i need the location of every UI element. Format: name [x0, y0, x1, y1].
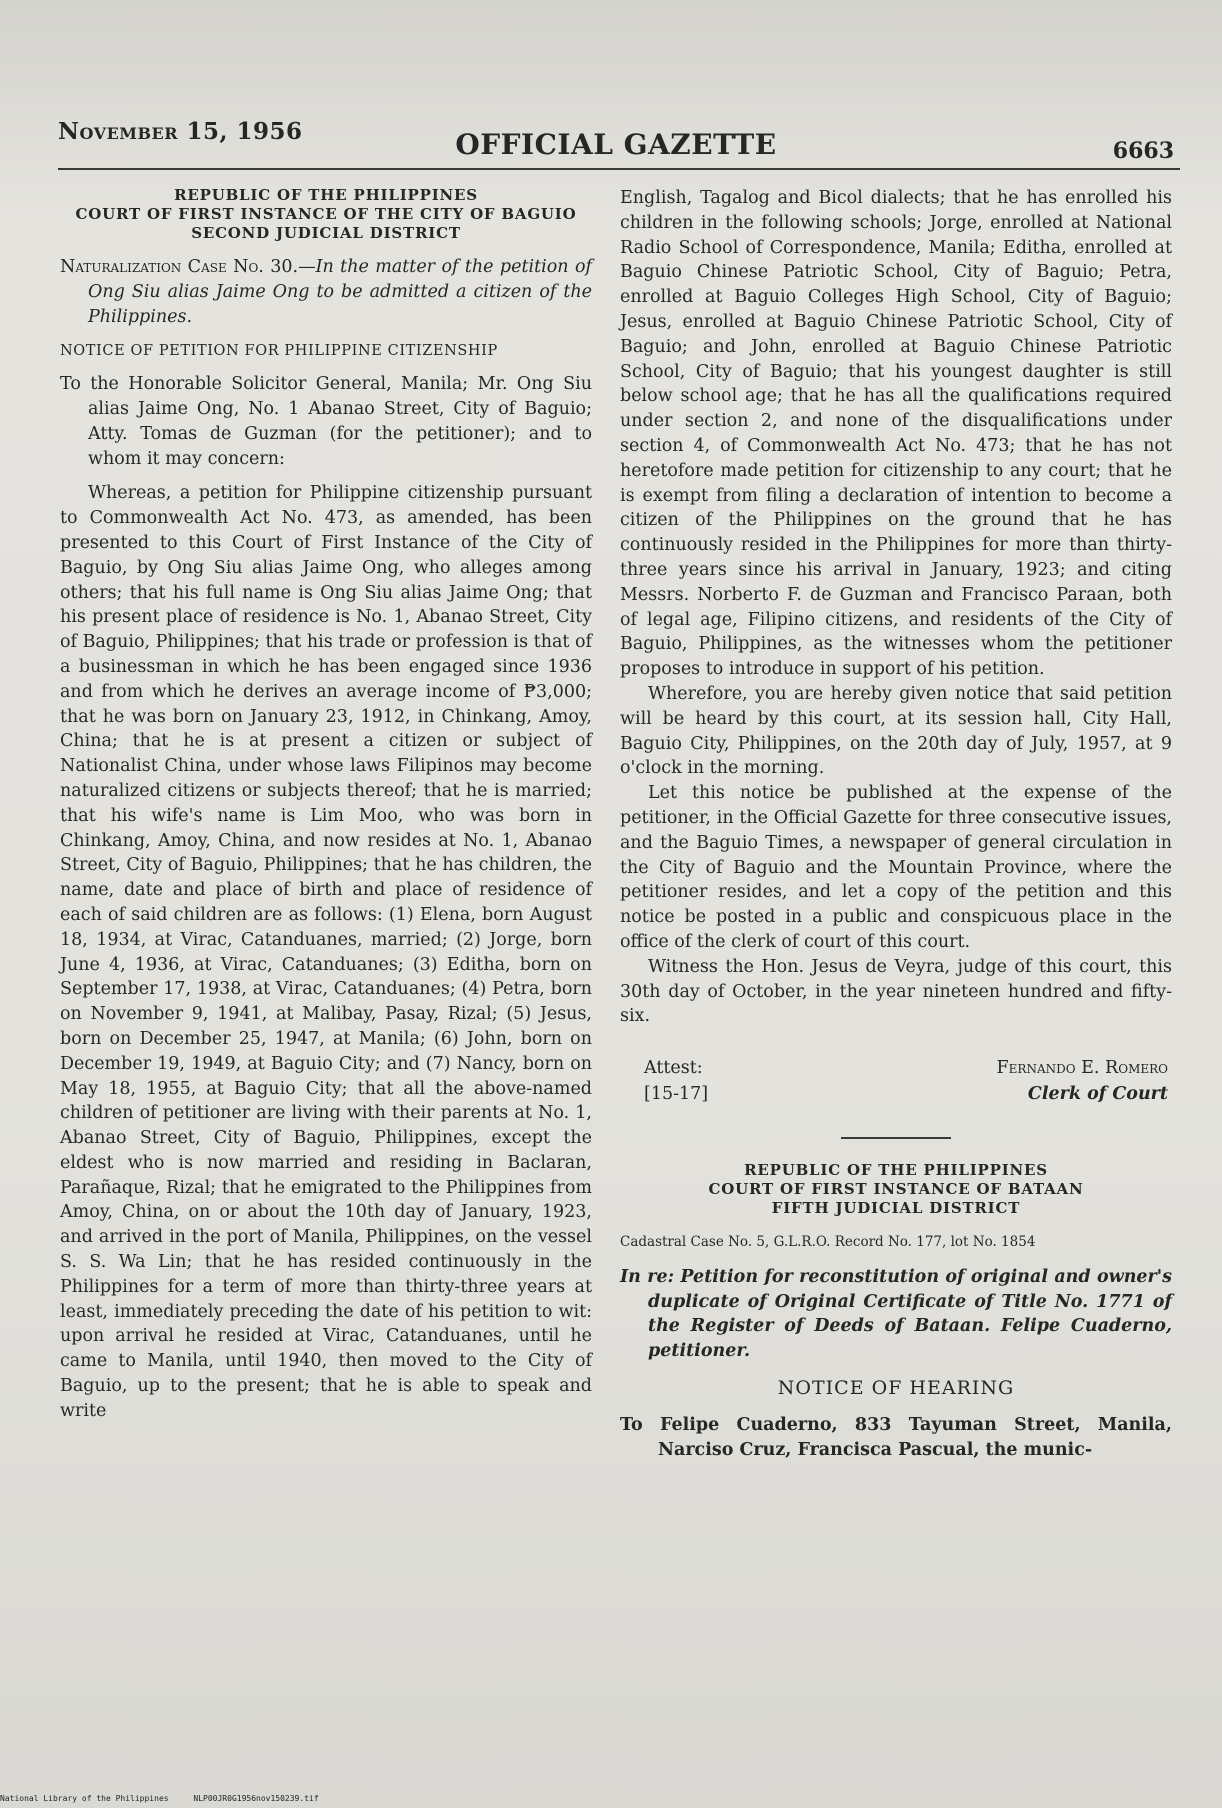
issue-date: November 15, 1956 — [58, 118, 303, 145]
library-credit: National Library of the Philippines — [0, 1794, 169, 1803]
case-heading — [60, 255, 592, 329]
body-paragraph-continued: English, Tagalog and Bicol dialects; that he has enrolled his children in the following schools; Jorge, enrolled at National Radio School of Correspondence, Manila; Editha, enrolled at Baguio Chinese Patriotic School, City of Baguio; Petra, enrolled at Baguio Colleges High School, City of Baguio; Jesus, enrolled at Baguio Chinese Patriotic School, City of Baguio; and John, enrolled at Baguio Chinese Patriotic School, City of Baguio; that his youngest daughter is still below school age; that he has all the qualifications required under section 2, and none of the disqualifications under section 4, of Commonwealth Act No. 473; that he has not heretofore made petition for citizenship to any court; that he is exempt from filing a declaration of intention to become a citizen of the Philippines on the ground that he has continuously resided in the Philippines for more than thirty-three years since his arrival in January, 1923; and citing Messrs. Norberto F. de Guzman and Francisco Paraan, both of legal age, Filipino citizens, and residents of the City of Baguio, Philippines, as the witnesses whom the petitioner proposes to introduce in support of his petition. — [620, 188, 1172, 680]
attest-label: Attest: — [644, 1058, 703, 1079]
case-label: Naturalization Case No. 30. — [60, 257, 299, 277]
page-number: 6663 — [1112, 138, 1174, 164]
addressee-line: To Felipe Cuaderno, 833 Tayuman Street, Manila, Narciso Cruz, Francisca Pascual, the munic- — [620, 1414, 1172, 1460]
case-matter: —In the matter of the petition of Ong Siu alias Jaime Ong to be admitted a citizen of the Philippines. — [88, 257, 592, 327]
caption-line: REPUBLIC OF THE PHILIPPINES — [174, 186, 478, 204]
body-paragraph: Whereas, a petition for Philippine citizenship pursuant to Commonwealth Act No. 473, as amended, has been presented to this Court of First Instance of the City of Baguio, by Ong Siu alias Jaime Ong, who alleges among others; that his full name is Ong Siu alias Jaime Ong; that his present place of residence is No. 1, Abanao Street, City of Baguio, Philippines; that his trade or profession is that of a businessman in which he has been engaged since 1936 and from which he derives an average income of ₱3,000; that he was born on January 23, 1912, in Chinkang, Amoy, China; that he is at present a citizen or subject of Nationalist China, under whose laws Filipinos may become naturalized citizens or subjects thereof; that he is married; that his wife's name is Lim Moo, who was born in Chinkang, Amoy, China, and now resides at No. 1, Abanao Street, City of Baguio, Philippines; that he has children, the name, date and place of birth and place of residence of each of said children are as follows: (1) Elena, born August 18, 1934, at Virac, Catanduanes, married; (2) Jorge, born June 4, 1936, at Virac, Catanduanes; (3) Editha, born on September 17, 1938, at Virac, Catanduanes; (4) Petra, born on November 9, 1941, at Malibay, Pasay, Rizal; (5) Jesus, born on December 25, 1947, at Manila; (6) John, born on December 19, 1949, at Baguio City; and (7) Nancy, born on May 18, 1955, at Baguio City; that all the above-named children of petitioner are living with their parents at No. 1, Abanao Street, City of Baguio, Philippines, except the eldest who is now married and residing in Baclaran, Parañaque, Rizal; that he emigrated to the Philippines from Amoy, China, on or about the 10th day of January, 1923, and arrived in the port of Manila, Philippines, on the vessel S. S. Wa Lin; that he has resided continuously in the Philippines for a term of more than thirty-three years at least, immediately preceding the date of his petition to wit: upon arrival he resided at Virac, Catanduanes, until he came to Manila, until 1940, then moved to the City of Baguio, up to the present; that he is able to speak and write — [60, 483, 593, 1421]
attestation-block — [620, 1055, 1172, 1107]
court-caption-bataan — [620, 1161, 1172, 1218]
caption-line: COURT OF FIRST INSTANCE OF BATAAN — [708, 1180, 1084, 1199]
caption-line: COURT OF FIRST INSTANCE OF THE CITY OF BAGUIO — [75, 205, 577, 223]
court-caption — [60, 186, 592, 243]
publication-paragraph: Let this notice be published at the expense of the petitioner, in the Official Gazette for three consecutive issues, and the Baguio Times, a newspaper of general circulation in the City of Baguio and the Mountain Province, where the petitioner resides, and let a copy of the petition and this notice be posted in a public and conspicuous place in the office of the clerk of court of this court. — [620, 783, 1172, 952]
scan-footer — [0, 1794, 1222, 1808]
caption-line: REPUBLIC OF THE PHILIPPINES — [744, 1161, 1048, 1180]
page-header — [58, 118, 1174, 168]
caption-line: SECOND JUDICIAL DISTRICT — [191, 224, 461, 242]
addressee-paragraph: To the Honorable Solicitor General, Manila; Mr. Ong Siu alias Jaime Ong, No. 1 Abanao Street, City of Baguio; Atty. Tomas de Guzman (for the petitioner); and to whom it may concern: — [60, 374, 592, 469]
left-column — [60, 186, 592, 1424]
signer-name: Fernando E. Romero — [996, 1058, 1168, 1079]
record-line: Cadastral Case No. 5, G.L.R.O. Record No. 177, lot No. 1854 — [620, 1234, 1036, 1251]
witness-paragraph: Witness the Hon. Jesus de Veyra, judge of this court, this 30th day of October, in the year nineteen hundred and fifty-six. — [620, 956, 1172, 1027]
issue-reference: [15-17] — [644, 1084, 709, 1105]
header-rule — [58, 168, 1180, 170]
right-column — [620, 186, 1172, 1462]
publication-title: OFFICIAL GAZETTE — [455, 128, 777, 161]
notice-title: NOTICE OF PETITION FOR PHILIPPINE CITIZENSHIP — [60, 343, 498, 360]
in-re-paragraph: In re: Petition for reconstitution of original and owner's duplicate of Original Certificate of Title No. 1771 of the Register of Deeds of Bataan. Felipe Cuaderno, petitioner. — [620, 1266, 1172, 1362]
hearing-paragraph: Wherefore, you are hereby given notice that said petition will be heard by this court, at its session hall, City Hall, Baguio City, Philippines, on the 20th day of July, 1957, at 9 o'clock in the morning. — [620, 683, 1172, 779]
signer-title: Clerk of Court — [1027, 1084, 1168, 1105]
caption-line: FIFTH JUDICIAL DISTRICT — [771, 1199, 1021, 1218]
notice-of-hearing-title: NOTICE OF HEARING — [777, 1377, 1015, 1400]
file-identifier: NLP00JR0G1956nov150239.tif — [193, 1794, 319, 1803]
section-divider — [841, 1137, 951, 1139]
